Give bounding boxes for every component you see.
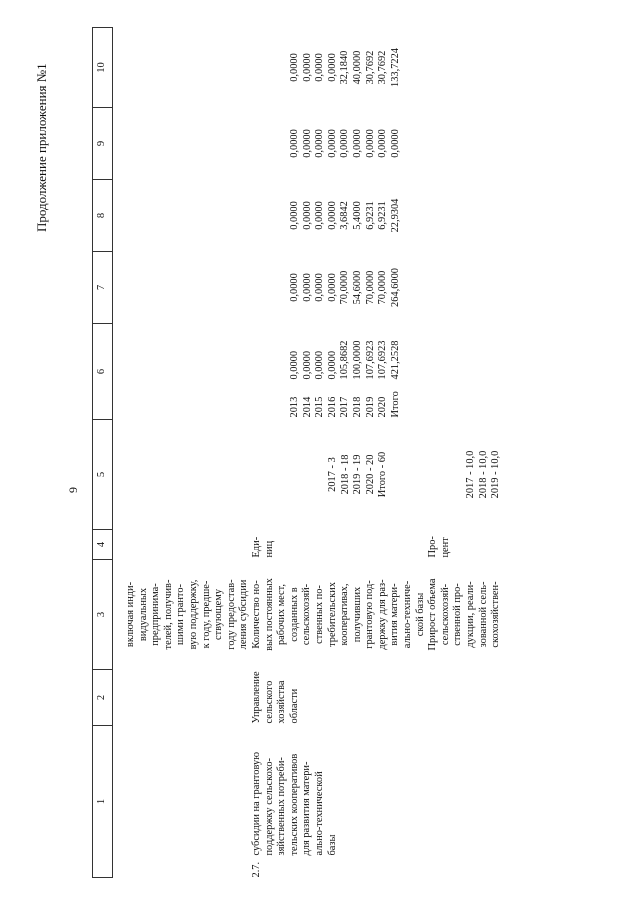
rotated-table-container — [92, 28, 612, 878]
text-line: Прирост объема — [427, 578, 439, 651]
text-line: 0,0000 — [301, 53, 313, 82]
text-line: Итого — [389, 391, 401, 418]
text-line: 2020 — [377, 396, 389, 418]
years-list — [289, 380, 402, 418]
measure-name — [251, 752, 339, 856]
text-line: 0,0000 — [326, 350, 338, 380]
text-line: скохозяйствен- — [490, 581, 502, 648]
text-line: требительских — [326, 582, 338, 647]
col8-cell — [251, 180, 427, 252]
finance-cell — [251, 324, 427, 420]
values-list-next — [465, 422, 503, 528]
text-line: 2017 - 3 — [326, 457, 338, 492]
text-line: 0,0000 — [377, 129, 389, 158]
table-row-2-7 — [251, 28, 427, 878]
column-header: 5 — [93, 420, 113, 530]
text-line: базы — [326, 834, 338, 856]
col7-list — [289, 254, 402, 322]
text-line: 0,0000 — [301, 273, 313, 302]
text-line: 70,0000 — [377, 270, 389, 305]
text-line: вую поддержку, — [187, 579, 199, 650]
text-line: шими гранто- — [175, 584, 187, 645]
text-line: 40,0000 — [351, 50, 363, 85]
text-line: 0,0000 — [326, 53, 338, 82]
text-line: году предостав- — [225, 579, 237, 650]
text-line: 30,7692 — [377, 50, 389, 85]
text-line: области — [288, 688, 300, 724]
text-line: 0,0000 — [288, 201, 300, 230]
text-line: 0,0000 — [314, 273, 326, 302]
text-line: Еди- — [250, 536, 262, 558]
appendix-table — [92, 27, 503, 878]
text-line: 107,6923 — [364, 340, 376, 380]
header-row — [93, 28, 113, 878]
col8-list — [289, 182, 402, 250]
text-line: 2019 — [364, 396, 376, 418]
text-line: 0,0000 — [326, 201, 338, 230]
col7-cell — [251, 252, 427, 324]
text-line: 0,0000 — [351, 129, 363, 158]
text-line: 3,6842 — [339, 201, 351, 230]
text-line: 2015 — [314, 396, 326, 418]
text-line: 70,0000 — [339, 270, 351, 305]
appendix-heading: Продолжение приложения №1 — [34, 63, 49, 232]
text-line: 54,6000 — [351, 270, 363, 305]
text-line: Управление — [250, 671, 262, 724]
text-line: 0,0000 — [301, 129, 313, 158]
column-header: 6 — [93, 324, 113, 420]
text-line: Итого - 60 — [377, 451, 389, 498]
text-line: 2017 — [339, 396, 351, 418]
executor-cell — [251, 670, 427, 726]
text-line: 0,0000 — [288, 350, 300, 380]
text-line: 5,4000 — [351, 201, 363, 230]
text-line: рабочих мест, — [276, 584, 288, 646]
text-line: тельских кооперативов — [288, 753, 300, 856]
text-line: 421,2528 — [389, 340, 401, 380]
text-line: 0,0000 — [314, 201, 326, 230]
values-list — [327, 422, 390, 528]
text-line: 2018 - 18 — [339, 454, 351, 495]
text-line: для развития матери- — [301, 761, 313, 856]
text-line: 32,1840 — [339, 50, 351, 85]
text-line: 0,0000 — [301, 201, 313, 230]
text-line: 105,8682 — [339, 340, 351, 380]
text-line: ально-технической — [313, 771, 325, 856]
text-line: ниц — [263, 540, 275, 558]
text-line: 2016 — [326, 396, 338, 418]
indicator-cell-continued — [113, 560, 251, 670]
table-row-next — [427, 28, 503, 878]
col10-list — [289, 30, 402, 106]
column-header: 8 — [93, 180, 113, 252]
text-line: 100,0000 — [351, 340, 363, 380]
col9-cell — [251, 108, 427, 180]
text-line: сельского — [263, 680, 275, 724]
text-line: 2014 — [301, 396, 313, 418]
column-header: 4 — [93, 530, 113, 560]
text-line: 0,0000 — [389, 129, 401, 158]
text-line: 0,0000 — [301, 350, 313, 380]
text-line: 0,0000 — [339, 129, 351, 158]
text-line: цент — [439, 537, 451, 558]
text-line: 22,9304 — [389, 198, 401, 233]
text-line: 264,6000 — [389, 268, 401, 307]
text-line: к году, предше- — [200, 580, 212, 649]
col9-list — [289, 110, 402, 178]
text-line: включая инди- — [125, 581, 136, 648]
text-line: созданных в — [288, 587, 300, 642]
text-line: сельскохозяй- — [301, 583, 313, 646]
col10-cell — [251, 28, 427, 108]
text-line: ления субсидии — [238, 579, 250, 650]
text-line: 2020 - 20 — [364, 454, 376, 495]
indicator-cell-next — [427, 560, 503, 670]
text-line: кооперативах, — [339, 583, 351, 646]
text-line: 0,0000 — [326, 273, 338, 302]
column-header: 7 — [93, 252, 113, 324]
text-line: ально-техниче- — [402, 580, 414, 649]
text-line: получивших — [351, 586, 363, 643]
column-header: 1 — [93, 726, 113, 878]
text-line: ственных по- — [313, 585, 325, 644]
text-line: Количество но- — [250, 580, 262, 649]
unit-cell — [251, 530, 427, 560]
text-line: 2018 - 10,0 — [477, 450, 489, 499]
text-line: 6,9231 — [377, 201, 389, 230]
item-number: 2.7. — [250, 861, 262, 878]
text-line: 0,0000 — [314, 350, 326, 380]
column-header: 9 — [93, 108, 113, 180]
text-line: 2018 — [351, 396, 363, 418]
text-line: держку для раз- — [376, 579, 388, 650]
text-line: ствующему — [213, 588, 225, 641]
text-line: вых постоянных — [263, 578, 275, 651]
column-header: 3 — [93, 560, 113, 670]
column-header: 2 — [93, 670, 113, 726]
text-line: дукции, реали- — [465, 581, 477, 648]
text-line: субсидии на грантовую — [250, 751, 262, 856]
text-line: вития матери- — [389, 583, 401, 646]
col6-list — [289, 341, 402, 380]
text-line: предпринима- — [150, 583, 162, 646]
text-line: 2017 - 10,0 — [465, 450, 477, 499]
measure-cell — [251, 726, 427, 878]
text-line: ской базы — [414, 592, 426, 637]
text-line: 0,0000 — [364, 129, 376, 158]
text-line: зяйственных потреби- — [276, 757, 288, 856]
text-line: грантовую под- — [364, 580, 376, 649]
text-line: Про- — [427, 536, 439, 558]
text-line: 0,0000 — [326, 129, 338, 158]
text-line: 0,0000 — [288, 129, 300, 158]
text-line: телей, получив- — [162, 579, 174, 650]
values-cell — [251, 420, 427, 530]
text-line: 0,0000 — [288, 273, 300, 302]
text-line: поддержку сельскохо- — [263, 757, 275, 856]
text-line: 2019 - 19 — [352, 454, 364, 495]
text-line: 2013 — [288, 396, 300, 418]
column-header: 10 — [93, 28, 113, 108]
table-row-continued — [113, 28, 251, 878]
unit-cell-next — [427, 530, 503, 560]
text-line: 0,0000 — [314, 53, 326, 82]
text-line: 30,7692 — [364, 50, 376, 85]
text-line: 0,0000 — [288, 53, 300, 82]
text-line: 0,0000 — [314, 129, 326, 158]
text-line: 70,0000 — [364, 270, 376, 305]
text-line: 2019 - 10,0 — [490, 450, 502, 499]
text-line: зованной сель- — [477, 581, 489, 648]
text-line: 6,9231 — [364, 201, 376, 230]
text-line: 133,7224 — [389, 48, 401, 87]
text-line: 107,6923 — [377, 340, 389, 380]
values-cell-next — [427, 420, 503, 530]
page-number: 9 — [66, 487, 80, 493]
text-line: ственной про- — [452, 583, 464, 646]
text-line: видуальных — [137, 587, 149, 642]
text-line: хозяйства — [276, 680, 288, 724]
indicator-cell — [251, 560, 427, 670]
text-line: сельскохозяй- — [439, 583, 451, 646]
